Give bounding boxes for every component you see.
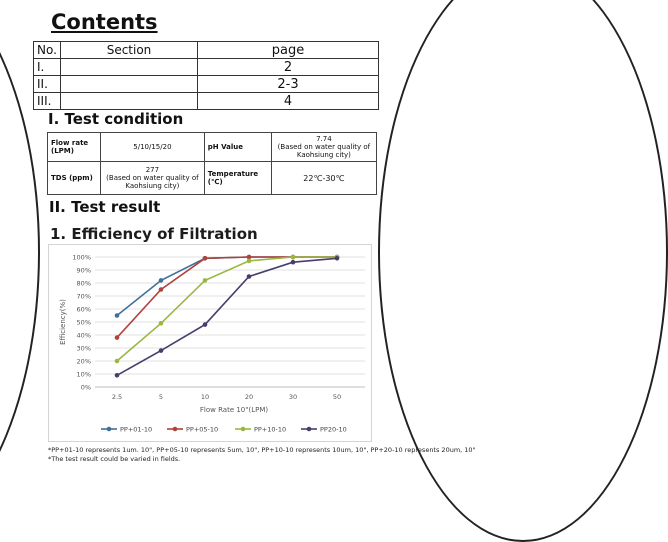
y-tick-label: 10%: [76, 370, 91, 379]
data-point: [247, 259, 252, 264]
y-tick-label: 60%: [76, 305, 91, 314]
row-section: [61, 59, 198, 76]
section-heading-test-result: II. Test result: [49, 198, 161, 216]
table-row: [48, 162, 377, 195]
y-tick-label: 80%: [76, 279, 91, 288]
table-row: [34, 59, 379, 76]
header-section: Section: [61, 42, 198, 59]
data-point: [115, 313, 120, 318]
row-no: II.: [34, 76, 61, 93]
y-tick-label: 70%: [76, 292, 91, 301]
data-point: [115, 373, 120, 378]
legend-label: PP20-10: [320, 425, 347, 434]
data-point: [159, 321, 164, 326]
footnote-disclaimer: *The test result could be varied in fields.: [48, 455, 181, 463]
table-row: [48, 133, 377, 162]
footnotes: [48, 446, 476, 464]
section-heading-efficiency: 1. Efficiency of Filtration: [50, 225, 258, 243]
efficiency-chart-svg: [49, 245, 373, 443]
section-heading-test-condition: I. Test condition: [48, 110, 184, 128]
x-axis-label: Flow Rate 10"(LPM): [199, 406, 269, 414]
y-tick-label: 40%: [76, 331, 91, 340]
x-tick-label: 5: [158, 393, 164, 401]
data-point: [203, 278, 208, 283]
x-tick-label: 50: [332, 393, 342, 401]
data-point: [159, 278, 164, 283]
contents-header-row: [34, 42, 379, 59]
tds-cell: [101, 162, 205, 195]
row-no: I.: [34, 59, 61, 76]
tds-label: TDS (ppm): [48, 162, 101, 195]
data-point: [159, 348, 164, 353]
footnote-models: *PP+01-10 represents 1um. 10", PP+05-10 represents 5um, 10", PP+10-10 represents 10um, 10", PP+20-10 represents 20um, 10": [48, 446, 476, 454]
data-point: [203, 256, 208, 261]
legend-label: PP+10-10: [254, 425, 287, 434]
flow-rate-label: Flow rate (LPM): [48, 133, 101, 162]
tds-note: (Based on water quality of Kaohsiung city): [106, 174, 199, 190]
y-axis-label: Efficiency(%): [59, 299, 67, 345]
data-point: [203, 322, 208, 327]
data-point: [159, 287, 164, 292]
row-no: III.: [34, 93, 61, 110]
table-row: [34, 93, 379, 110]
contents-table: [33, 41, 379, 110]
x-tick-label: 2.5: [111, 393, 123, 401]
data-point: [335, 256, 340, 261]
temperature-label: Temperature (℃): [204, 162, 271, 195]
header-no: No.: [34, 42, 61, 59]
data-point: [115, 335, 120, 340]
row-section: [61, 76, 198, 93]
test-condition-table: [47, 132, 377, 195]
legend-marker: [173, 427, 178, 432]
ph-cell: [271, 133, 376, 162]
temperature-value: 22℃-30℃: [271, 162, 376, 195]
series-line: [117, 257, 337, 338]
row-page: 2: [198, 59, 379, 76]
y-tick-label: 20%: [76, 357, 91, 366]
x-tick-label: 30: [288, 393, 298, 401]
data-point: [247, 274, 252, 279]
y-tick-label: 50%: [76, 318, 91, 327]
data-point: [115, 359, 120, 364]
ph-value: 7.74: [316, 135, 332, 143]
efficiency-chart: [48, 244, 372, 442]
ph-label: pH Value: [204, 133, 271, 162]
legend-label: PP+01-10: [120, 425, 153, 434]
legend-marker: [241, 427, 246, 432]
page-title: Contents: [51, 10, 158, 34]
series-line: [117, 258, 337, 375]
y-tick-label: 100%: [72, 253, 91, 262]
row-page: 2-3: [198, 76, 379, 93]
y-tick-label: 90%: [76, 266, 91, 275]
x-tick-label: 20: [244, 393, 254, 401]
legend-marker: [107, 427, 112, 432]
ph-note: (Based on water quality of Kaohsiung city): [277, 143, 371, 159]
x-tick-label: 10: [200, 393, 210, 401]
y-tick-label: 30%: [76, 344, 91, 353]
tds-value: 277: [145, 166, 160, 174]
header-page: page: [198, 42, 379, 59]
table-row: [34, 76, 379, 93]
row-page: 4: [198, 93, 379, 110]
series-line: [117, 257, 337, 316]
y-tick-label: 0%: [80, 383, 91, 392]
legend-label: PP+05-10: [186, 425, 219, 434]
data-point: [291, 255, 296, 260]
flow-rate-value: 5/10/15/20: [101, 133, 205, 162]
legend-marker: [307, 427, 312, 432]
row-section: [61, 93, 198, 110]
data-point: [291, 260, 296, 265]
